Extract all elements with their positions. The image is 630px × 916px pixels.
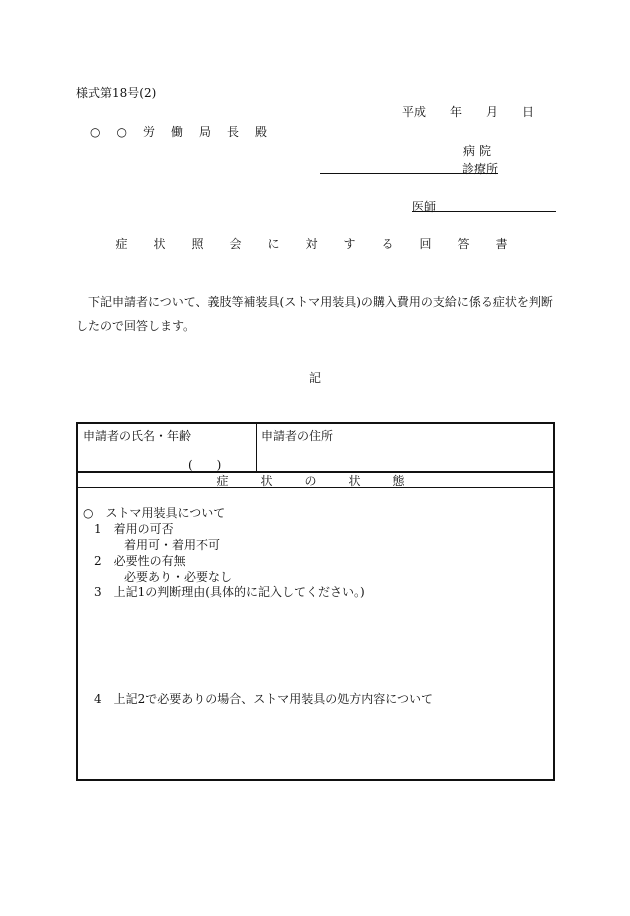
response-table (76, 422, 555, 781)
item-2-necessity: 2 必要性の有無 (94, 554, 186, 568)
item-1-options: 着用可・着用不可 (124, 538, 221, 552)
document-title: 症 状 照 会 に 対 す る 回 答 書 (115, 237, 515, 251)
stoma-section-heading: ○ ストマ用装具について (83, 506, 226, 520)
age-field: ( ) (188, 458, 222, 472)
item-1-wearability: 1 着用の可否 (94, 522, 174, 536)
doctor-label: 医師 (412, 200, 437, 214)
address-label: 申請者の住所 (261, 429, 334, 443)
ki-heading: 記 (308, 371, 321, 385)
name-age-label: 申請者の氏名・年齢 (83, 429, 192, 443)
item-4-prescription: 4 上記2で必要ありの場合、ストマ用装具の処方内容について (94, 692, 434, 706)
clinic-signature-line (320, 173, 498, 174)
form-number: 様式第18号(2) (76, 86, 157, 100)
clinic-label: 診療所 (462, 162, 499, 176)
body-paragraph: 下記申請者について、義肢等補装具(ストマ用装具)の購入費用の支給に係る症状を判断したので回答します。 (76, 295, 553, 333)
status-header-row (78, 471, 553, 488)
applicant-row (78, 424, 553, 473)
row-divider (256, 424, 257, 471)
doctor-signature-line (412, 211, 556, 212)
item-2-options: 必要あり・必要なし (124, 570, 233, 584)
status-header: 症 状 の 状 態 (216, 474, 415, 488)
item-3-reason: 3 上記1の判断理由(具体的に記入してください。) (94, 585, 365, 599)
date-line: 平成 年 月 日 (402, 105, 535, 119)
hospital-label: 病院 (463, 144, 496, 158)
addressee: ○ ○ 労 働 局 長 殿 (90, 125, 269, 139)
